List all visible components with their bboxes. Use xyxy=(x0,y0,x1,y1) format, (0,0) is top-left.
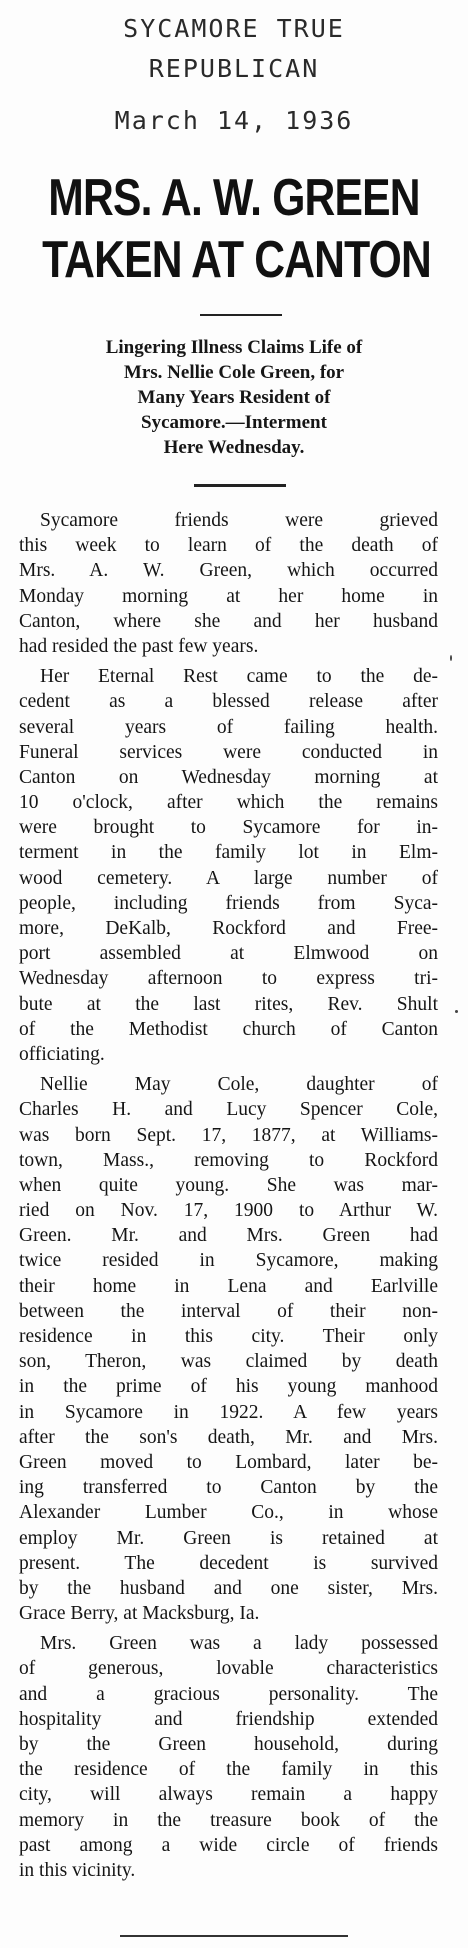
end-rule xyxy=(120,1935,348,1937)
article-line: Grace Berry, at Macksburg, Ia. xyxy=(19,1603,260,1625)
article-line: Nellie May Cole, daughter of xyxy=(40,1074,438,1096)
deck-line: Sycamore.—Interment xyxy=(141,412,327,433)
article-line: of the Methodist church of Canton xyxy=(19,1018,438,1040)
article-line: residence in this city. Their only xyxy=(19,1326,438,1347)
article-line: between the interval of their non- xyxy=(19,1300,438,1322)
subheadline-deck xyxy=(0,335,468,460)
article-line: bute at the last rites, Rev. Shult xyxy=(19,993,438,1015)
article-line: was born Sept. 17, 1877, at Williams- xyxy=(19,1124,438,1146)
article-line: Wednesday afternoon to express tri- xyxy=(19,968,438,990)
article-line: Funeral services were conducted in xyxy=(19,741,438,763)
article-line: Monday morning at her home in xyxy=(19,585,438,607)
article-line: Mrs. Green was a lady possessed xyxy=(40,1633,438,1655)
article-line: Charles H. and Lucy Spencer Cole, xyxy=(19,1099,438,1121)
article-paragraph xyxy=(19,1631,438,1883)
article-line: son, Theron, was claimed by death xyxy=(19,1351,438,1373)
article-body xyxy=(19,508,438,1888)
article-paragraph xyxy=(19,508,438,659)
headline-line1: MRS. A. W. GREEN xyxy=(48,169,420,227)
article-line: terment in the family lot in Elm- xyxy=(19,842,438,864)
article-line: cedent as a blessed release after xyxy=(19,691,438,713)
article-line: Mrs. A. W. Green, which occurred xyxy=(19,560,438,582)
article-line: Green. Mr. and Mrs. Green had xyxy=(19,1225,438,1247)
article-line: memory in the treasure book of the xyxy=(19,1809,438,1831)
article-line: officiating. xyxy=(19,1043,105,1065)
article-paragraph xyxy=(19,664,438,1067)
article-line: in the prime of his young manhood xyxy=(19,1376,438,1398)
article-line: twice resided in Sycamore, making xyxy=(19,1250,438,1272)
deck-line: Many Years Resident of xyxy=(137,387,331,408)
article-line: by the Green household, during xyxy=(19,1734,438,1755)
headline-line2: TAKEN AT CANTON xyxy=(42,231,431,289)
article-line: several years of failing health. xyxy=(19,716,438,738)
article-line: had resided the past few years. xyxy=(19,635,259,657)
article-line: Canton on Wednesday morning at xyxy=(19,766,438,788)
scan-speck xyxy=(450,655,452,661)
source-label-line1: SYCAMORE TRUE xyxy=(123,14,345,43)
article-line: more, DeKalb, Rockford and Free- xyxy=(19,918,438,939)
deck-line: Lingering Illness Claims Life of xyxy=(105,337,363,358)
article-line: their home in Lena and Earlville xyxy=(19,1275,438,1297)
article-line: ried on Nov. 17, 1900 to Arthur W. xyxy=(19,1200,438,1222)
article-line: and a gracious personality. The xyxy=(19,1683,438,1705)
article-line: present. The decedent is survived xyxy=(19,1552,438,1574)
article-line: Green moved to Lombard, later be- xyxy=(19,1451,438,1473)
scan-speck xyxy=(455,1010,458,1013)
article-line: Sycamore friends were grieved xyxy=(40,510,438,531)
article-line: Her Eternal Rest came to the de- xyxy=(40,666,438,688)
article-line: after the son's death, Mr. and Mrs. xyxy=(19,1426,438,1448)
article-line: when quite young. She was mar- xyxy=(19,1174,438,1196)
source-label-line2: REPUBLICAN xyxy=(148,54,320,83)
article-line: town, Mass., removing to Rockford xyxy=(19,1149,438,1171)
article-line: wood cemetery. A large number of xyxy=(19,867,438,889)
article-line: the residence of the family in this xyxy=(19,1759,438,1781)
article-line: in Sycamore in 1922. A few years xyxy=(19,1401,438,1423)
divider-rule-bottom xyxy=(194,484,286,487)
deck-line: Here Wednesday. xyxy=(163,437,305,458)
article-line: city, will always remain a happy xyxy=(19,1784,438,1806)
article-line: port assembled at Elmwood on xyxy=(19,943,438,965)
article-line: were brought to Sycamore for in- xyxy=(19,817,438,839)
clipping-date: March 14, 1936 xyxy=(114,106,354,135)
article-line: past among a wide circle of friends xyxy=(19,1834,438,1856)
article-line: Alexander Lumber Co., in whose xyxy=(19,1502,438,1524)
article-line: this week to learn of the death of xyxy=(19,535,438,557)
article-line: employ Mr. Green is retained at xyxy=(19,1527,438,1549)
divider-rule-top xyxy=(200,314,282,316)
article-line: Canton, where she and her husband xyxy=(19,610,438,632)
article-paragraph xyxy=(19,1072,438,1626)
article-line: 10 o'clock, after which the remains xyxy=(19,792,438,814)
article-line: ing transferred to Canton by the xyxy=(19,1477,438,1499)
deck-line: Mrs. Nellie Cole Green, for xyxy=(123,362,345,383)
article-line: of generous, lovable characteristics xyxy=(19,1658,438,1680)
article-line: in this vicinity. xyxy=(19,1859,136,1881)
article-line: by the husband and one sister, Mrs. xyxy=(19,1577,438,1599)
article-line: hospitality and friendship extended xyxy=(19,1708,438,1730)
article-line: people, including friends from Syca- xyxy=(19,892,438,914)
